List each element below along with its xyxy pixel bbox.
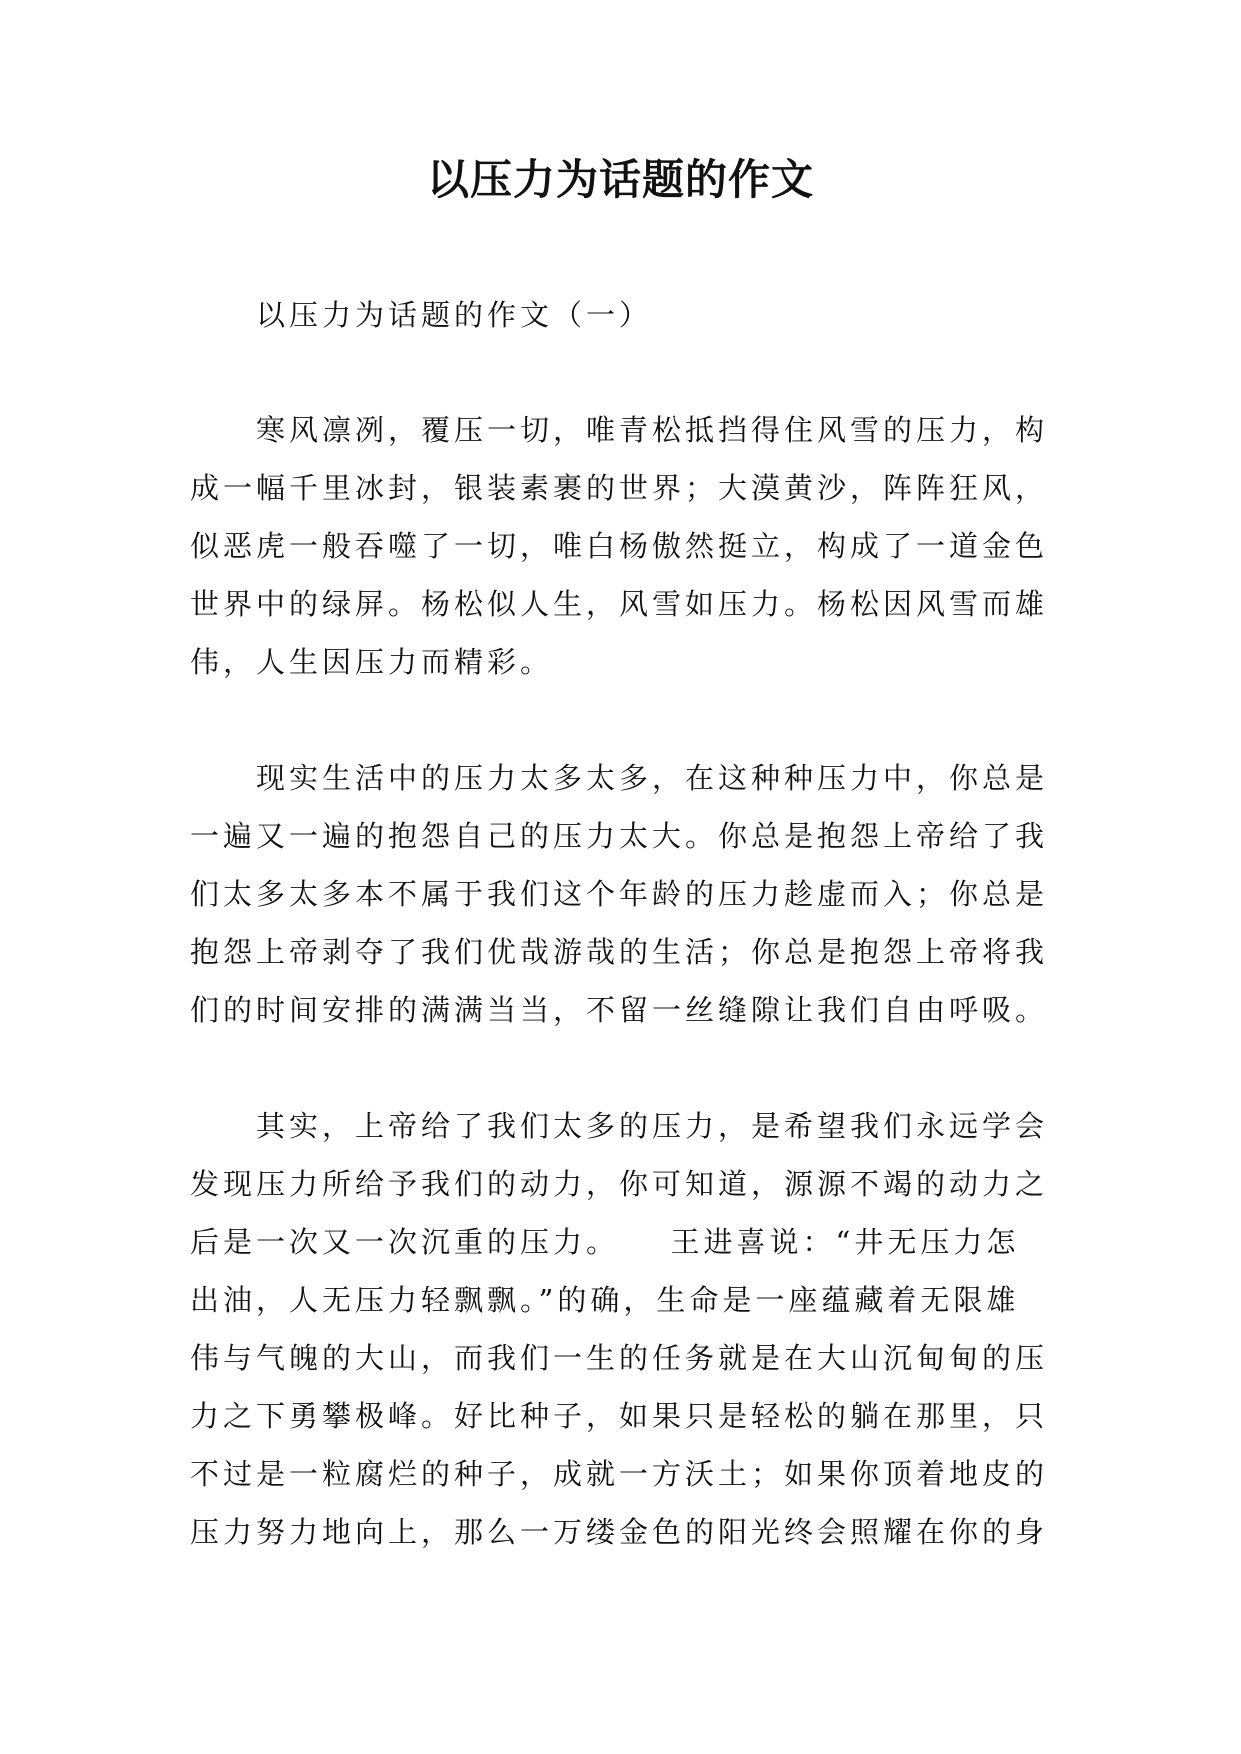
- paragraph-line: 现实生活中的压力太多太多，在这种种压力中，你总是: [256, 761, 1049, 795]
- paragraph-line: 后是一次又一次沉重的压力。 王进喜说：“井无压力怎: [190, 1225, 1020, 1259]
- paragraph-line: 们的时间安排的满满当当，不留一丝缝隙让我们自由呼吸。: [190, 993, 1049, 1027]
- paragraph-2: [190, 749, 1070, 1039]
- paragraph-line: 伟与气魄的大山，而我们一生的任务就是在大山沉甸甸的压: [190, 1341, 1049, 1375]
- paragraph-line: 压力努力地向上，那么一万缕金色的阳光终会照耀在你的身: [190, 1515, 1049, 1549]
- paragraph-line: 发现压力所给予我们的动力，你可知道，源源不竭的动力之: [190, 1167, 1049, 1201]
- paragraph-1: [190, 401, 1070, 691]
- paragraph-line: 成一幅千里冰封，银装素裹的世界；大漠黄沙，阵阵狂风，: [190, 471, 1049, 505]
- document-title: 以压力为话题的作文: [426, 155, 814, 204]
- paragraph-line: 抱怨上帝剥夺了我们优哉游哉的生活；你总是抱怨上帝将我: [190, 935, 1049, 969]
- paragraph-line: 一遍又一遍的抱怨自己的压力太大。你总是抱怨上帝给了我: [190, 819, 1049, 853]
- paragraph-line: 伟，人生因压力而精彩。: [190, 645, 554, 679]
- paragraph-line: 其实，上帝给了我们太多的压力，是希望我们永远学会: [256, 1109, 1049, 1143]
- paragraph-line: 世界中的绿屏。杨松似人生，风雪如压力。杨松因风雪而雄: [190, 587, 1049, 621]
- paragraph-line: 们太多太多本不属于我们这个年龄的压力趁虚而入；你总是: [190, 877, 1049, 911]
- paragraph-line: 不过是一粒腐烂的种子，成就一方沃土；如果你顶着地皮的: [190, 1457, 1049, 1491]
- paragraph-line: 出油，人无压力轻飘飘。”的确，生命是一座蕴藏着无限雄: [190, 1283, 1020, 1317]
- paragraph-line: 似恶虎一般吞噬了一切，唯白杨傲然挺立，构成了一道金色: [190, 529, 1049, 563]
- section-heading: 以压力为话题的作文（一）: [256, 298, 653, 332]
- paragraph-line: 寒风凛冽，覆压一切，唯青松抵挡得住风雪的压力，构: [256, 413, 1049, 447]
- paragraph-line: 力之下勇攀极峰。好比种子，如果只是轻松的躺在那里，只: [190, 1399, 1049, 1433]
- paragraph-3: [190, 1097, 1070, 1561]
